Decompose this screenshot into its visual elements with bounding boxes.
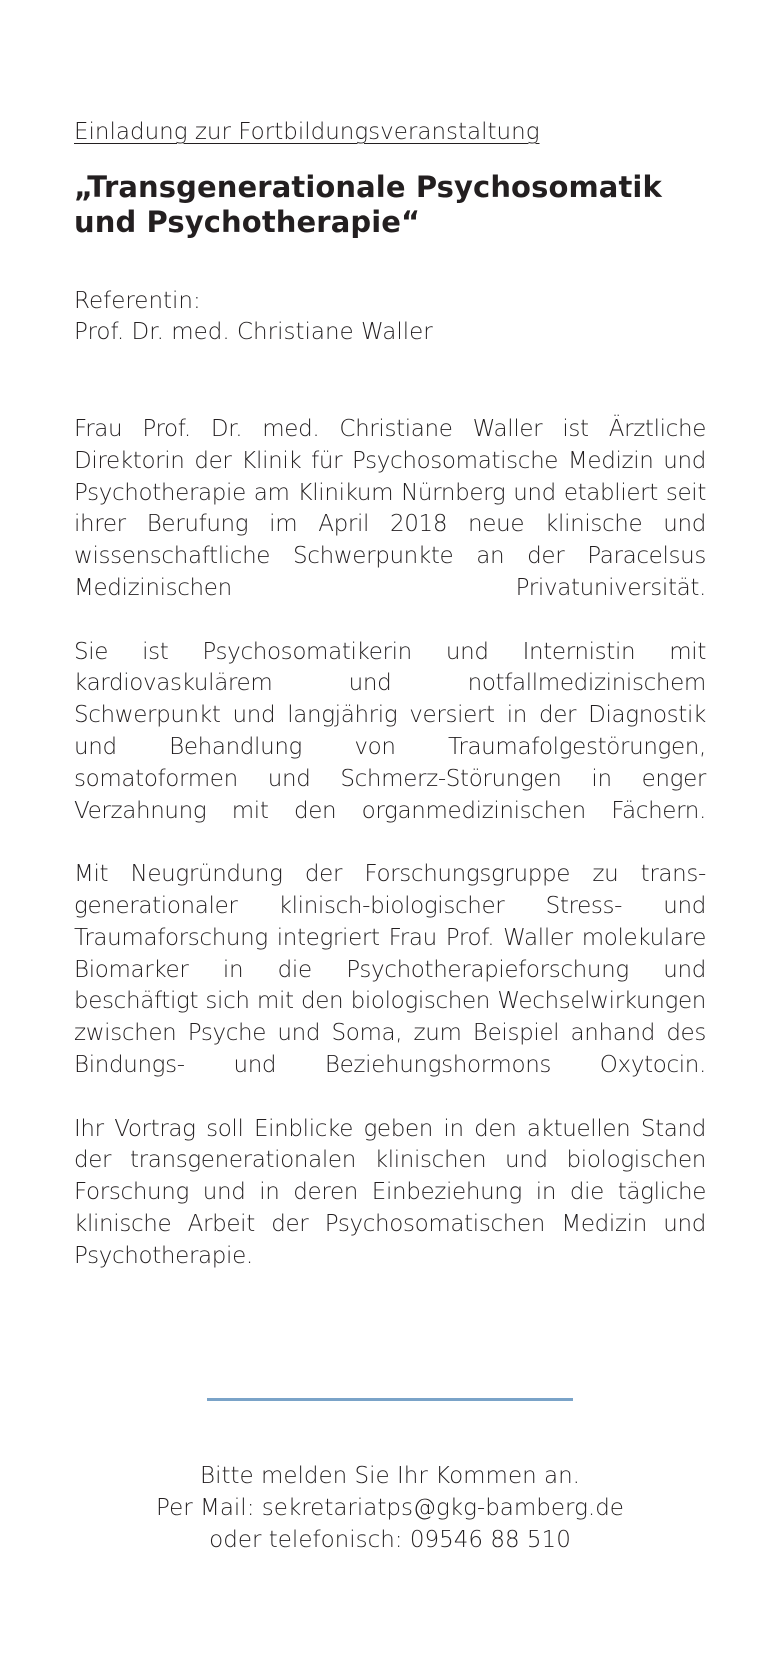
contact-line-register: Bitte melden Sie Ihr Kommen an.	[200, 1463, 580, 1489]
body-text	[74, 414, 706, 1304]
contact-line-phone[interactable]: oder telefonisch: 09546 88 510	[209, 1527, 571, 1553]
contact-block	[0, 1460, 780, 1556]
contact-line-email[interactable]: Per Mail: sekretariatps@gkg-bamberg.de	[156, 1495, 624, 1521]
paragraph-talk: Ihr Vortrag soll Einblicke geben in den aktuellen Stand der transgenerationalen klinischen und biologischen Forschung und in deren Einbeziehung in die tägliche klinische Arbeit der Psychosomatischen Medizin und Psychotherapie.	[74, 1115, 706, 1269]
invitation-heading: Einladung zur Fortbildungsveranstaltung	[74, 119, 540, 145]
event-title: „Transgenerationale Psychosomatik und Psychotherapie“	[74, 170, 662, 239]
divider-line	[207, 1398, 573, 1401]
paragraph-expertise: Sie ist Psychosomatikerin und Internistin mit kardiovaskulärem und notfallmedizinischem Schwerpunkt und langjährig versiert in der Diagnostik und Behandlung von Traumafolgestörungen, somatoformen und Schmerz-Störungen in enger Verzahnung mit den organmedizinischen Fächern.	[74, 638, 706, 824]
speaker-name: Prof. Dr. med. Christiane Waller	[74, 319, 433, 345]
paragraph-bio: Frau Prof. Dr. med. Christiane Waller ist Ärztliche Direktorin der Klinik für Psychosomatische Medizin und Psychotherapie am Klinikum Nürnberg und etabliert seit ihrer Berufung im April 2018 neue klinische und wissenschaftliche Schwerpunkte an der Paracelsus Medizinischen Privatuniversität.	[74, 416, 706, 601]
speaker-block	[74, 286, 433, 348]
speaker-label: Referentin:	[74, 288, 201, 314]
paragraph-research: Mit Neugründung der Forschungsgruppe zu trans-generationaler klinisch-biologischer Stress- und Traumaforschung integriert Frau Prof. Waller molekulare Biomarker in die Psychotherapieforschung und beschäftigt sich mit den biologischen Wechselwirkungen zwischen Psyche und Soma, zum Beispiel anhand des Bindungs- und Beziehungshormons Oxytocin.	[74, 861, 706, 1078]
